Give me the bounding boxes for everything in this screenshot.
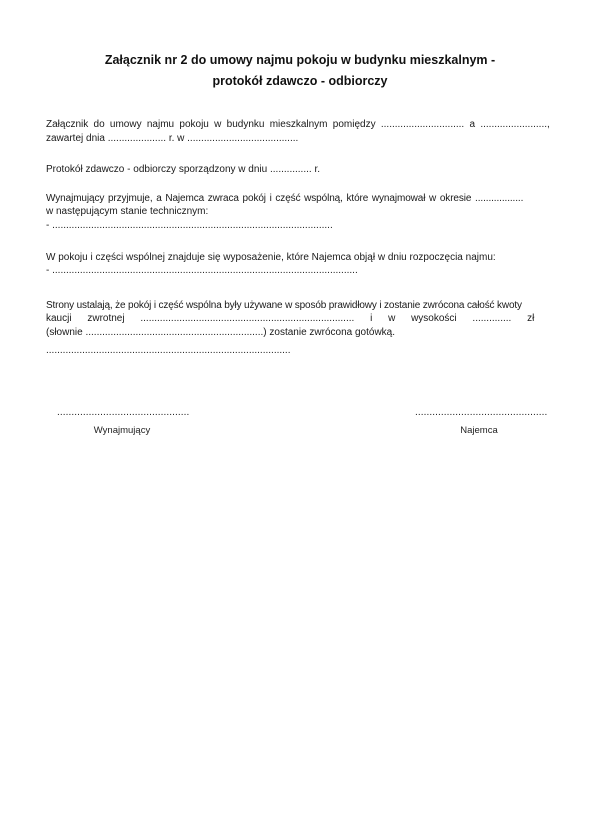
document-title-line-1: Załącznik nr 2 do umowy najmu pokoju w budynku mieszkalnym - bbox=[104, 53, 496, 67]
document-title bbox=[0, 0, 600, 92]
deposit-line-amount: kaucji zwrotnej ............................................................................. i w wysokości .............. zł bbox=[46, 313, 535, 324]
document-title-line-2: protokół zdawczo - odbiorczy bbox=[212, 74, 388, 88]
signature-block-tenant bbox=[415, 406, 548, 437]
deposit-line-words: (słownie ................................................................) zostanie zwrócona gotówką. bbox=[46, 326, 396, 338]
equipment-blank-item: - .............................................................................................................. bbox=[46, 265, 358, 276]
intro-line-parties: Załącznik do umowy najmu pokoju w budynku mieszkalnym pomiędzy .............................. a ........................, bbox=[46, 119, 550, 130]
paragraph-intro bbox=[46, 118, 550, 145]
paragraph-equipment bbox=[46, 251, 543, 278]
signature-label-landlord: Wynajmujący bbox=[93, 424, 151, 436]
signature-line-tenant: .............................................. bbox=[415, 407, 548, 418]
handover-line-condition: w następującym stanie technicznym: bbox=[46, 206, 209, 217]
deposit-blank-line: ........................................................................................ bbox=[46, 345, 291, 356]
paragraph-handover bbox=[46, 192, 543, 233]
protocol-date-line: Protokół zdawczo - odbiorczy sporządzony w dniu ............... r. bbox=[46, 163, 321, 175]
deposit-line-agreement: Strony ustalają, że pokój i część wspólna były używane w sposób prawidłowy i zostanie zwrócona całość kwoty bbox=[46, 299, 522, 311]
handover-blank-item: - ..................................................................................................... bbox=[46, 219, 333, 231]
document-body bbox=[0, 118, 600, 437]
paragraph-deposit bbox=[46, 299, 543, 358]
intro-line-date-place: zawartej dnia ..................... r. w ........................................ bbox=[46, 132, 299, 144]
signature-block-landlord bbox=[57, 406, 190, 437]
handover-line-period: Wynajmujący przyjmuje, a Najemca zwraca pokój i część wspólną, które wynajmował w okresie .................. bbox=[46, 192, 524, 204]
signature-label-tenant: Najemca bbox=[460, 424, 498, 436]
signature-line-landlord: .............................................. bbox=[57, 407, 190, 418]
paragraph-protocol-date bbox=[46, 163, 543, 177]
signature-row bbox=[46, 406, 548, 437]
equipment-line-intro: W pokoju i części wspólnej znajduje się wyposażenie, które Najemca objął w dniu rozpoczęcia najmu: bbox=[46, 251, 496, 263]
